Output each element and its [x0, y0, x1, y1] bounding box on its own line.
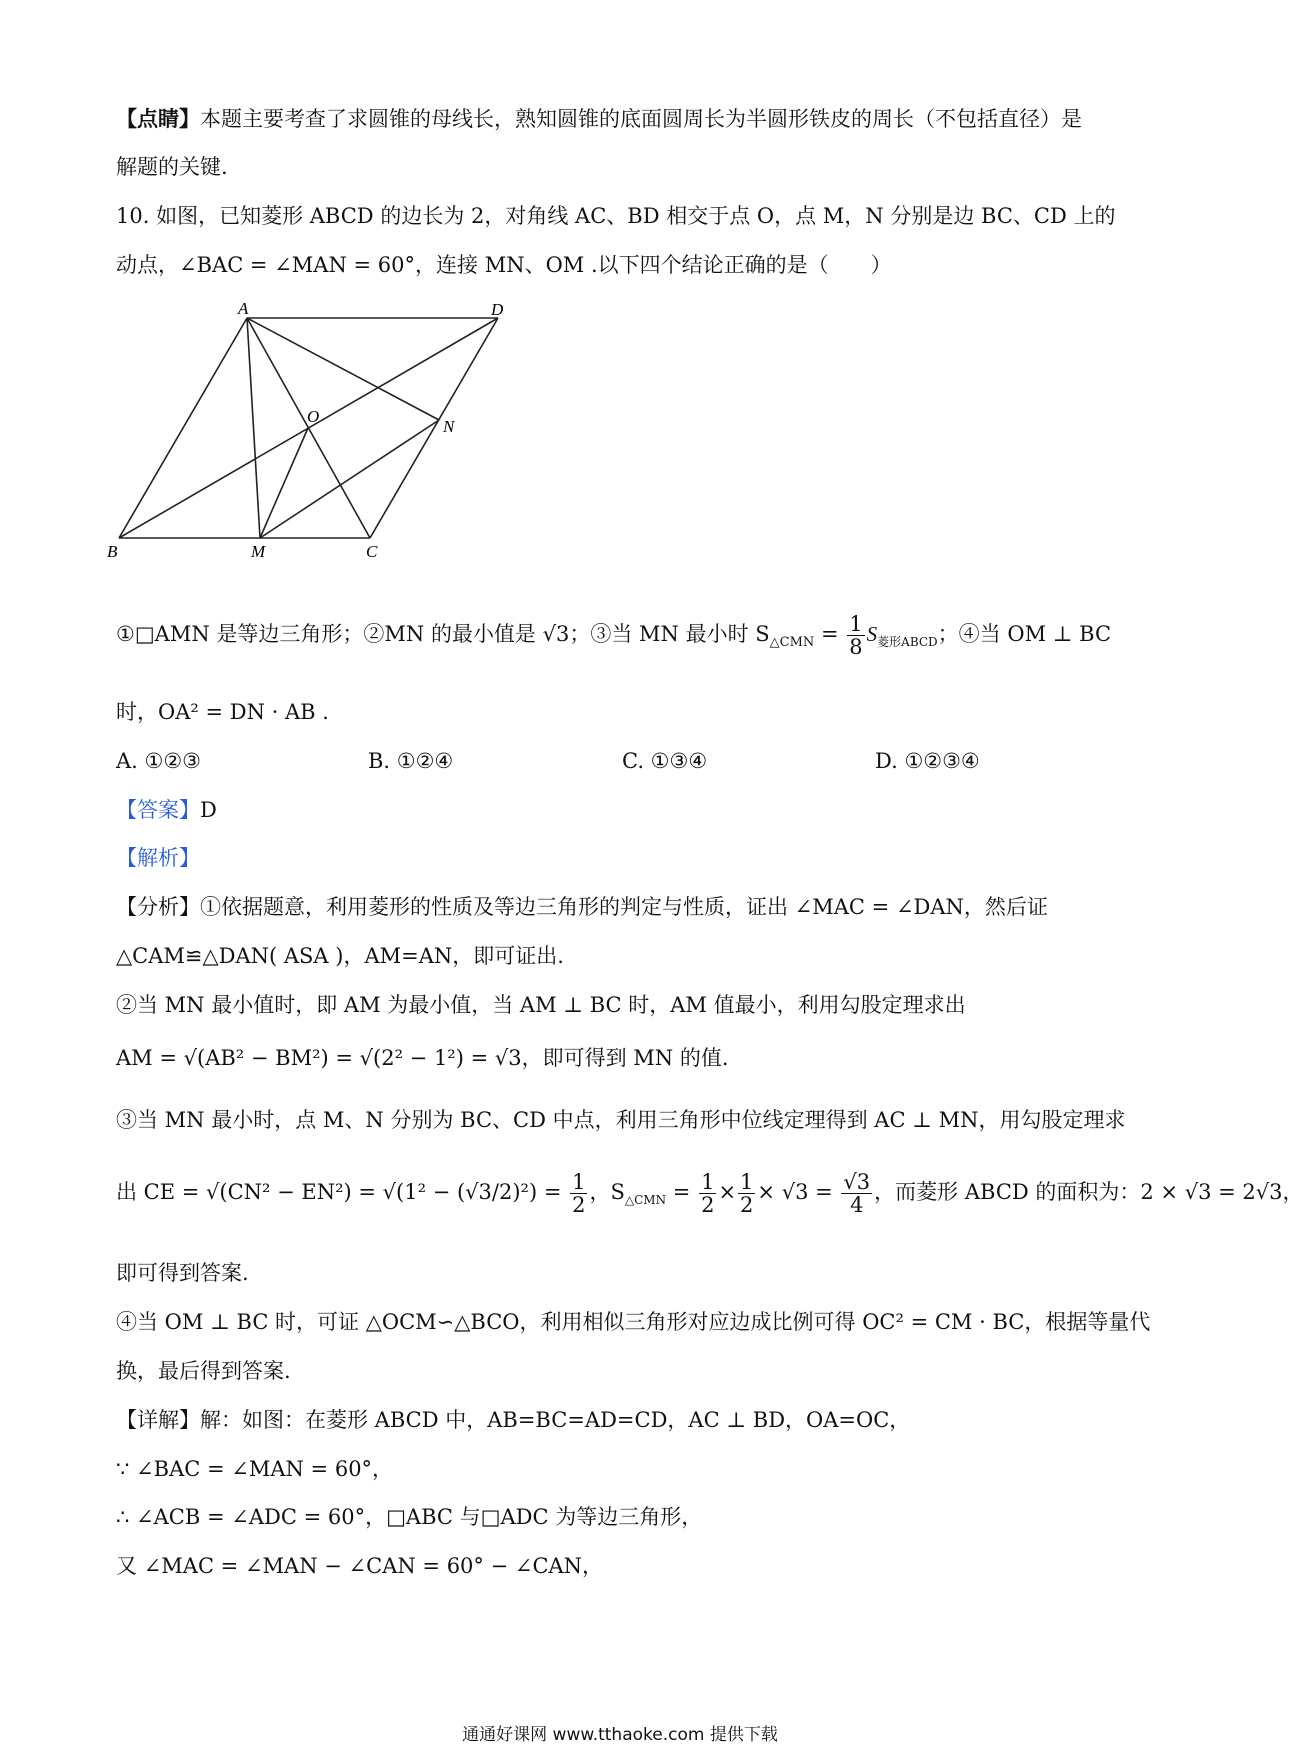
label-b: B — [107, 542, 118, 561]
frac-den: 8 — [849, 635, 863, 659]
options-row — [116, 746, 1016, 776]
analysis-line-7: 即可得到答案. — [116, 1261, 249, 1285]
frac-half-1 — [570, 1171, 587, 1216]
fraction-one-eighth — [847, 613, 864, 658]
frac-half-2-den: 2 — [701, 1193, 715, 1217]
frac-half-3-num: 1 — [740, 1170, 754, 1194]
edge-cd — [370, 318, 498, 538]
answer-value: D — [200, 798, 217, 822]
analysis-6d: × — [718, 1180, 737, 1204]
analysis-line-9: 换，最后得到答案. — [116, 1359, 291, 1383]
conclusions-line-2: 时，OA² = DN · AB . — [116, 700, 329, 724]
analysis-line-1 — [116, 892, 1048, 922]
analysis-sub-cmn: △CMN — [624, 1193, 667, 1208]
edge-ab — [119, 318, 247, 538]
option-d: D. ①②③④ — [875, 749, 980, 773]
analysis-line-8: ④当 OM ⊥ BC 时，可证 △OCM∽△BCO，利用相似三角形对应边成比例可得 OC² = CM · BC，根据等量代 — [116, 1310, 1151, 1334]
analysis-6a: 出 CE = √(CN² − EN²) = √(1² − (√3/2)²) = — [116, 1180, 562, 1204]
analysis-text-1: ①依据题意，利用菱形的性质及等边三角形的判定与性质，证出 ∠MAC = ∠DAN，然后证 — [200, 895, 1048, 919]
detail-tag: 【详解】 — [116, 1408, 200, 1432]
detail-line-3: ∴ ∠ACB = ∠ADC = 60°，□ABC 与□ADC 为等边三角形， — [116, 1505, 703, 1529]
frac-half-3 — [738, 1171, 755, 1216]
analysis-line-4: AM = √(AB² − BM²) = √(2² − 1²) = √3，即可得到 MN 的值. — [116, 1046, 729, 1070]
conclusion-s: S — [866, 622, 878, 646]
conclusions-line-1 — [116, 612, 1111, 665]
frac-root3-num: √3 — [843, 1170, 871, 1194]
jiexi-tag: 【解析】 — [116, 846, 200, 870]
answer-line — [116, 795, 217, 825]
conclusion-sub-rhombus: 菱形ABCD — [877, 635, 938, 650]
answer-tag: 【答案】 — [116, 798, 200, 822]
frac-half-1-num: 1 — [572, 1170, 586, 1194]
label-d: D — [491, 300, 504, 319]
frac-root3-over4 — [841, 1171, 872, 1216]
frac-root3-den: 4 — [850, 1193, 864, 1217]
dianjing-text-1: 本题主要考查了求圆锥的母线长，熟知圆锥的底面圆周长为半圆形铁皮的周长（不包括直径）是 — [200, 107, 1082, 131]
detail-line-1 — [116, 1405, 910, 1435]
frac-half-1-den: 2 — [572, 1193, 586, 1217]
label-n: N — [443, 417, 455, 436]
dianjing-line-1 — [116, 104, 1082, 134]
analysis-line-5: ③当 MN 最小时，点 M、N 分别为 BC、CD 中点，利用三角形中位线定理得到 AC ⊥ MN，用勾股定理求 — [116, 1108, 1126, 1132]
label-a: A — [238, 299, 249, 318]
label-o: O — [307, 407, 320, 426]
conclusion-tail: ；④当 OM ⊥ BC — [937, 622, 1112, 646]
analysis-6e: × √3 = — [757, 1180, 833, 1204]
frac-num: 1 — [849, 612, 863, 636]
seg-am — [247, 318, 260, 538]
question-line-2: 动点，∠BAC = ∠MAN = 60°，连接 MN、OM .以下四个结论正确的是（ ） — [116, 253, 892, 277]
frac-half-2 — [699, 1171, 716, 1216]
label-c: C — [366, 542, 378, 561]
analysis-line-2: △CAM≌△DAN( ASA )，AM=AN，即可证出. — [116, 944, 564, 968]
option-b: B. ①②④ — [368, 749, 454, 773]
analysis-line-6 — [116, 1168, 1304, 1224]
analysis-line-3: ②当 MN 最小值时，即 AM 为最小值，当 AM ⊥ BC 时，AM 值最小，利用勾股定理求出 — [116, 993, 966, 1017]
dianjing-line-2: 解题的关键. — [116, 155, 228, 179]
page-footer: 通通好课网 www.tthaoke.com 提供下载 — [462, 1725, 778, 1745]
seg-mn — [260, 420, 439, 538]
rhombus-figure — [105, 300, 515, 570]
option-c: C. ①③④ — [622, 749, 708, 773]
conclusion-eq: = — [820, 622, 839, 646]
detail-text-1: 解：如图：在菱形 ABCD 中，AB=BC=AD=CD，AC ⊥ BD，OA=OC， — [200, 1408, 911, 1432]
detail-line-4: 又 ∠MAC = ∠MAN − ∠CAN = 60° − ∠CAN， — [116, 1554, 604, 1578]
analysis-6c: = — [672, 1180, 691, 1204]
analysis-tag: 【分析】 — [116, 895, 200, 919]
conclusion-sub-cmn: △CMN — [769, 635, 815, 651]
label-m: M — [251, 542, 266, 561]
question-line-1: 10. 如图，已知菱形 ABCD 的边长为 2，对角线 AC、BD 相交于点 O，点 M，N 分别是边 BC、CD 上的 — [116, 204, 1116, 228]
conclusion-text: ①□AMN 是等边三角形；②MN 的最小值是 √3；③当 MN 最小时 S — [116, 622, 770, 646]
analysis-6f: ，而菱形 ABCD 的面积为：2 × √3 = 2√3， — [874, 1180, 1304, 1204]
dianjing-tag: 【点睛】 — [116, 106, 200, 131]
detail-line-2: ∵ ∠BAC = ∠MAN = 60°， — [116, 1457, 394, 1481]
analysis-6b: ，S — [589, 1180, 625, 1204]
option-a: A. ①②③ — [116, 749, 201, 773]
frac-half-3-den: 2 — [740, 1193, 754, 1217]
frac-half-2-num: 1 — [701, 1170, 715, 1194]
